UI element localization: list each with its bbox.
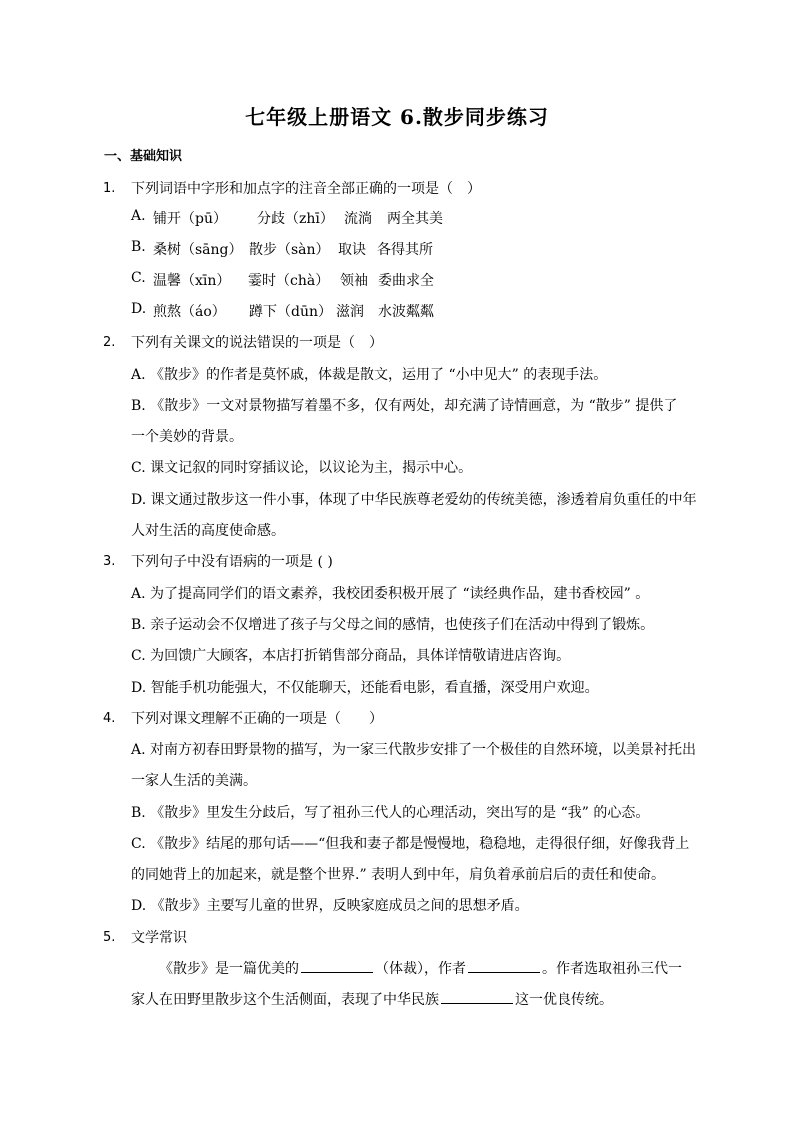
question-stem: 文学常识	[131, 930, 187, 946]
page-title: 七年级上册语文 6.散步同步练习	[245, 105, 549, 129]
option-word-1: 桑树（sāng）	[153, 242, 243, 258]
option-word-2: 散步（sàn）	[249, 242, 330, 258]
question-number: 5.	[103, 930, 116, 945]
q3-option-c: C. 为回馈广大顾客，本店打折销售部分商品，具体详情敬请进店咨询。	[131, 648, 571, 664]
question-stem: 下列词语中字形和加点字的注音全部正确的一项是（ ）	[131, 181, 481, 197]
q4-option-d: D. 《散步》主要写儿童的世界，反映家庭成员之间的思想矛盾。	[131, 898, 529, 914]
q2-option-b: B. 《散步》一文对景物描写着墨不多，仅有两处，却充满了诗情画意，为 “散步” 提供了	[131, 398, 678, 414]
q4-option-c: C. 《散步》结尾的那句话——“但我和妻子都是慢慢地，稳稳地，走得很仔细，好像我背上	[131, 836, 690, 852]
question-number: 2.	[103, 335, 116, 350]
option-word-3: 取诀	[338, 242, 366, 258]
question-number: 4.	[103, 711, 116, 726]
q3-option-a: A. 为了提高同学们的语文素养，我校团委积极开展了 “读经典作品，建书香校园” 。	[131, 586, 650, 602]
q2-option-a: A. 《散步》的作者是莫怀戚，体裁是散文，运用了 “小中见大” 的表现手法。	[131, 367, 608, 383]
q5-paragraph-line-1: 《散步》是一篇优美的 （体裁），作者 。作者选取祖孙三代一	[159, 961, 682, 977]
section-heading: 一、基础知识	[104, 149, 183, 164]
q4-option-a: A. 对南方初春田野景物的描写，为一家三代散步安排了一个极佳的自然环境，以美景衬托出	[131, 742, 697, 758]
option-word-1: 铺开（pū）	[153, 211, 227, 227]
answer-blank-author[interactable]	[468, 960, 540, 973]
option-word-2: 蹲下（dūn）	[249, 304, 332, 320]
q2-option-d-cont: 人对生活的高度使命感。	[131, 523, 285, 539]
option-word-1: 温馨（xīn）	[153, 273, 231, 289]
question-stem: 下列句子中没有语病的一项是 ( )	[131, 554, 333, 570]
option-label: D.	[131, 301, 147, 317]
q4-option-b: B. 《散步》里发生分歧后，写了祖孙三代人的心理活动，突出写的是 “我” 的心态。	[131, 805, 650, 821]
option-word-3: 流淌	[344, 211, 372, 227]
option-word-4: 水波粼粼	[378, 304, 434, 320]
option-word-1: 煎熬（áo）	[153, 304, 226, 320]
option-word-4: 各得其所	[377, 242, 433, 258]
q3-option-b: B. 亲子运动会不仅增进了孩子与父母之间的感情，也使孩子们在活动中得到了锻炼。	[131, 617, 655, 633]
q5-paragraph-line-2: 家人在田野里散步这个生活侧面，表现了中华民族 这一优良传统。	[131, 992, 613, 1008]
question-number: 3.	[103, 554, 116, 569]
option-word-3: 领袖	[340, 273, 368, 289]
option-word-3: 滋润	[336, 304, 364, 320]
question-number: 1.	[103, 181, 116, 196]
option-label: C.	[131, 270, 146, 286]
question-stem: 下列对课文理解不正确的一项是（ ）	[131, 711, 383, 727]
q2-option-c: C. 课文记叙的同时穿插议论，以议论为主，揭示中心。	[131, 460, 473, 476]
q4-option-a-cont: 一家人生活的美满。	[131, 773, 257, 789]
answer-blank-genre[interactable]	[301, 960, 373, 973]
answer-blank-tradition[interactable]	[441, 991, 513, 1004]
q2-option-d: D. 课文通过散步这一件小事，体现了中华民族尊老爱幼的传统美德，渗透着肩负重任的中年	[131, 492, 697, 508]
option-word-2: 分歧（zhī）	[257, 211, 334, 227]
option-label: B.	[131, 239, 146, 255]
option-word-4: 两全其美	[387, 211, 443, 227]
q3-option-d: D. 智能手机功能强大，不仅能聊天，还能看电影，看直播，深受用户欢迎。	[131, 680, 599, 696]
q4-option-c-cont: 的同她背上的加起来，就是整个世界.” 表明人到中年，肩负着承前启后的责任和使命。	[131, 867, 666, 883]
option-word-4: 委曲求全	[378, 273, 434, 289]
option-label: A.	[131, 208, 146, 224]
question-stem: 下列有关课文的说法错误的一项是（ ）	[131, 335, 383, 351]
q2-option-b-cont: 一个美妙的背景。	[131, 429, 243, 445]
option-word-2: 霎时（chà）	[248, 273, 330, 289]
